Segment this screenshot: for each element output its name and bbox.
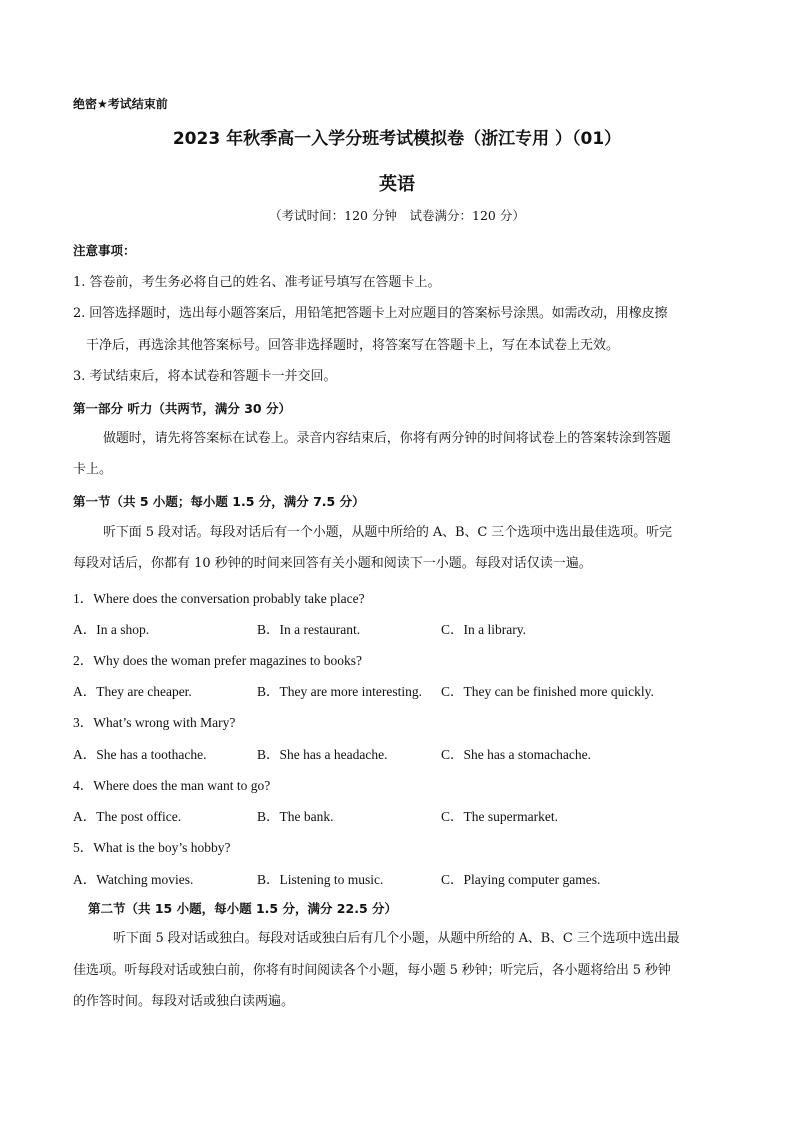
section2-intro-line1: 听下面 5 段对话或独白。每段对话或独白后有几个小题，从题中所给的 A、B、C 三个选项中选出最 — [113, 931, 680, 946]
question-1-option-c: C．In a library. — [441, 622, 526, 637]
question-1-option-b: B．In a restaurant. — [257, 622, 361, 637]
note-item-3: 3. 考试结束后，将本试卷和答题卡一并交回。 — [73, 369, 337, 384]
secret-label: 绝密★考试结束前 — [73, 97, 168, 111]
part1-intro-line2: 卡上。 — [73, 462, 113, 477]
notes-heading: 注意事项： — [73, 243, 136, 258]
section1-heading: 第一节（共 5 小题；每小题 1.5 分，满分 7.5 分） — [73, 494, 365, 509]
question-2-option-b: B．They are more interesting. — [257, 684, 422, 699]
exam-title: 2023 年秋季高一入学分班考试模拟卷（浙江专用 ）（01） — [172, 129, 622, 149]
section2-intro-line3: 的作答时间。每段对话或独白读两遍。 — [73, 994, 295, 1009]
section1-intro-line2: 每段对话后，你都有 10 秒钟的时间来回答有关小题和阅读下一小题。每段对话仅读一遍。 — [73, 556, 592, 571]
question-5-option-b: B．Listening to music. — [257, 872, 384, 887]
question-4-option-c: C．The supermarket. — [441, 809, 558, 824]
note-item-1: 1. 答卷前，考生务必将自己的姓名、准考证号填写在答题卡上。 — [73, 275, 441, 290]
section2-heading: 第二节（共 15 小题，每小题 1.5 分，满分 22.5 分） — [88, 901, 397, 916]
question-3: 3．What’s wrong with Mary? — [73, 715, 236, 730]
part1-heading: 第一部分 听力（共两节，满分 30 分） — [73, 401, 291, 416]
question-5: 5．What is the boy’s hobby? — [73, 840, 231, 855]
question-3-option-c: C．She has a stomachache. — [441, 747, 591, 762]
note-item-2: 2. 回答选择题时，选出每小题答案后，用铅笔把答题卡上对应题目的答案标号涂黑。如需改动，用橡皮擦 — [73, 306, 668, 321]
time-info: （考试时间：120 分钟 试卷满分：120 分） — [269, 208, 525, 223]
question-4-option-b: B．The bank. — [257, 809, 334, 824]
question-3-option-b: B．She has a headache. — [257, 747, 388, 762]
question-1-option-a: A．In a shop. — [73, 622, 150, 637]
question-5-option-c: C．Playing computer games. — [441, 872, 601, 887]
question-4: 4．Where does the man want to go? — [73, 778, 271, 793]
note-item-2-cont: 干净后，再选涂其他答案标号。回答非选择题时，将答案写在答题卡上，写在本试卷上无效。 — [86, 338, 620, 353]
subject-title: 英语 — [379, 174, 415, 195]
section2-intro-line2: 佳选项。听每段对话或独白前，你将有时间阅读各个小题，每小题 5 秒钟；听完后，各小题将给出 5 秒钟 — [73, 963, 671, 978]
question-1: 1．Where does the conversation probably take place? — [73, 591, 365, 606]
part1-intro-line1: 做题时，请先将答案标在试卷上。录音内容结束后，你将有两分钟的时间将试卷上的答案转涂到答题 — [103, 431, 671, 446]
question-2-option-a: A．They are cheaper. — [73, 684, 192, 699]
question-2-option-c: C．They can be finished more quickly. — [441, 684, 654, 699]
section1-intro-line1: 听下面 5 段对话。每段对话后有一个小题，从题中所给的 A、B、C 三个选项中选出最佳选项。听完 — [103, 525, 672, 540]
question-2: 2．Why does the woman prefer magazines to books? — [73, 653, 363, 668]
question-3-option-a: A．She has a toothache. — [73, 747, 207, 762]
question-4-option-a: A．The post office. — [73, 809, 182, 824]
question-5-option-a: A．Watching movies. — [73, 872, 194, 887]
